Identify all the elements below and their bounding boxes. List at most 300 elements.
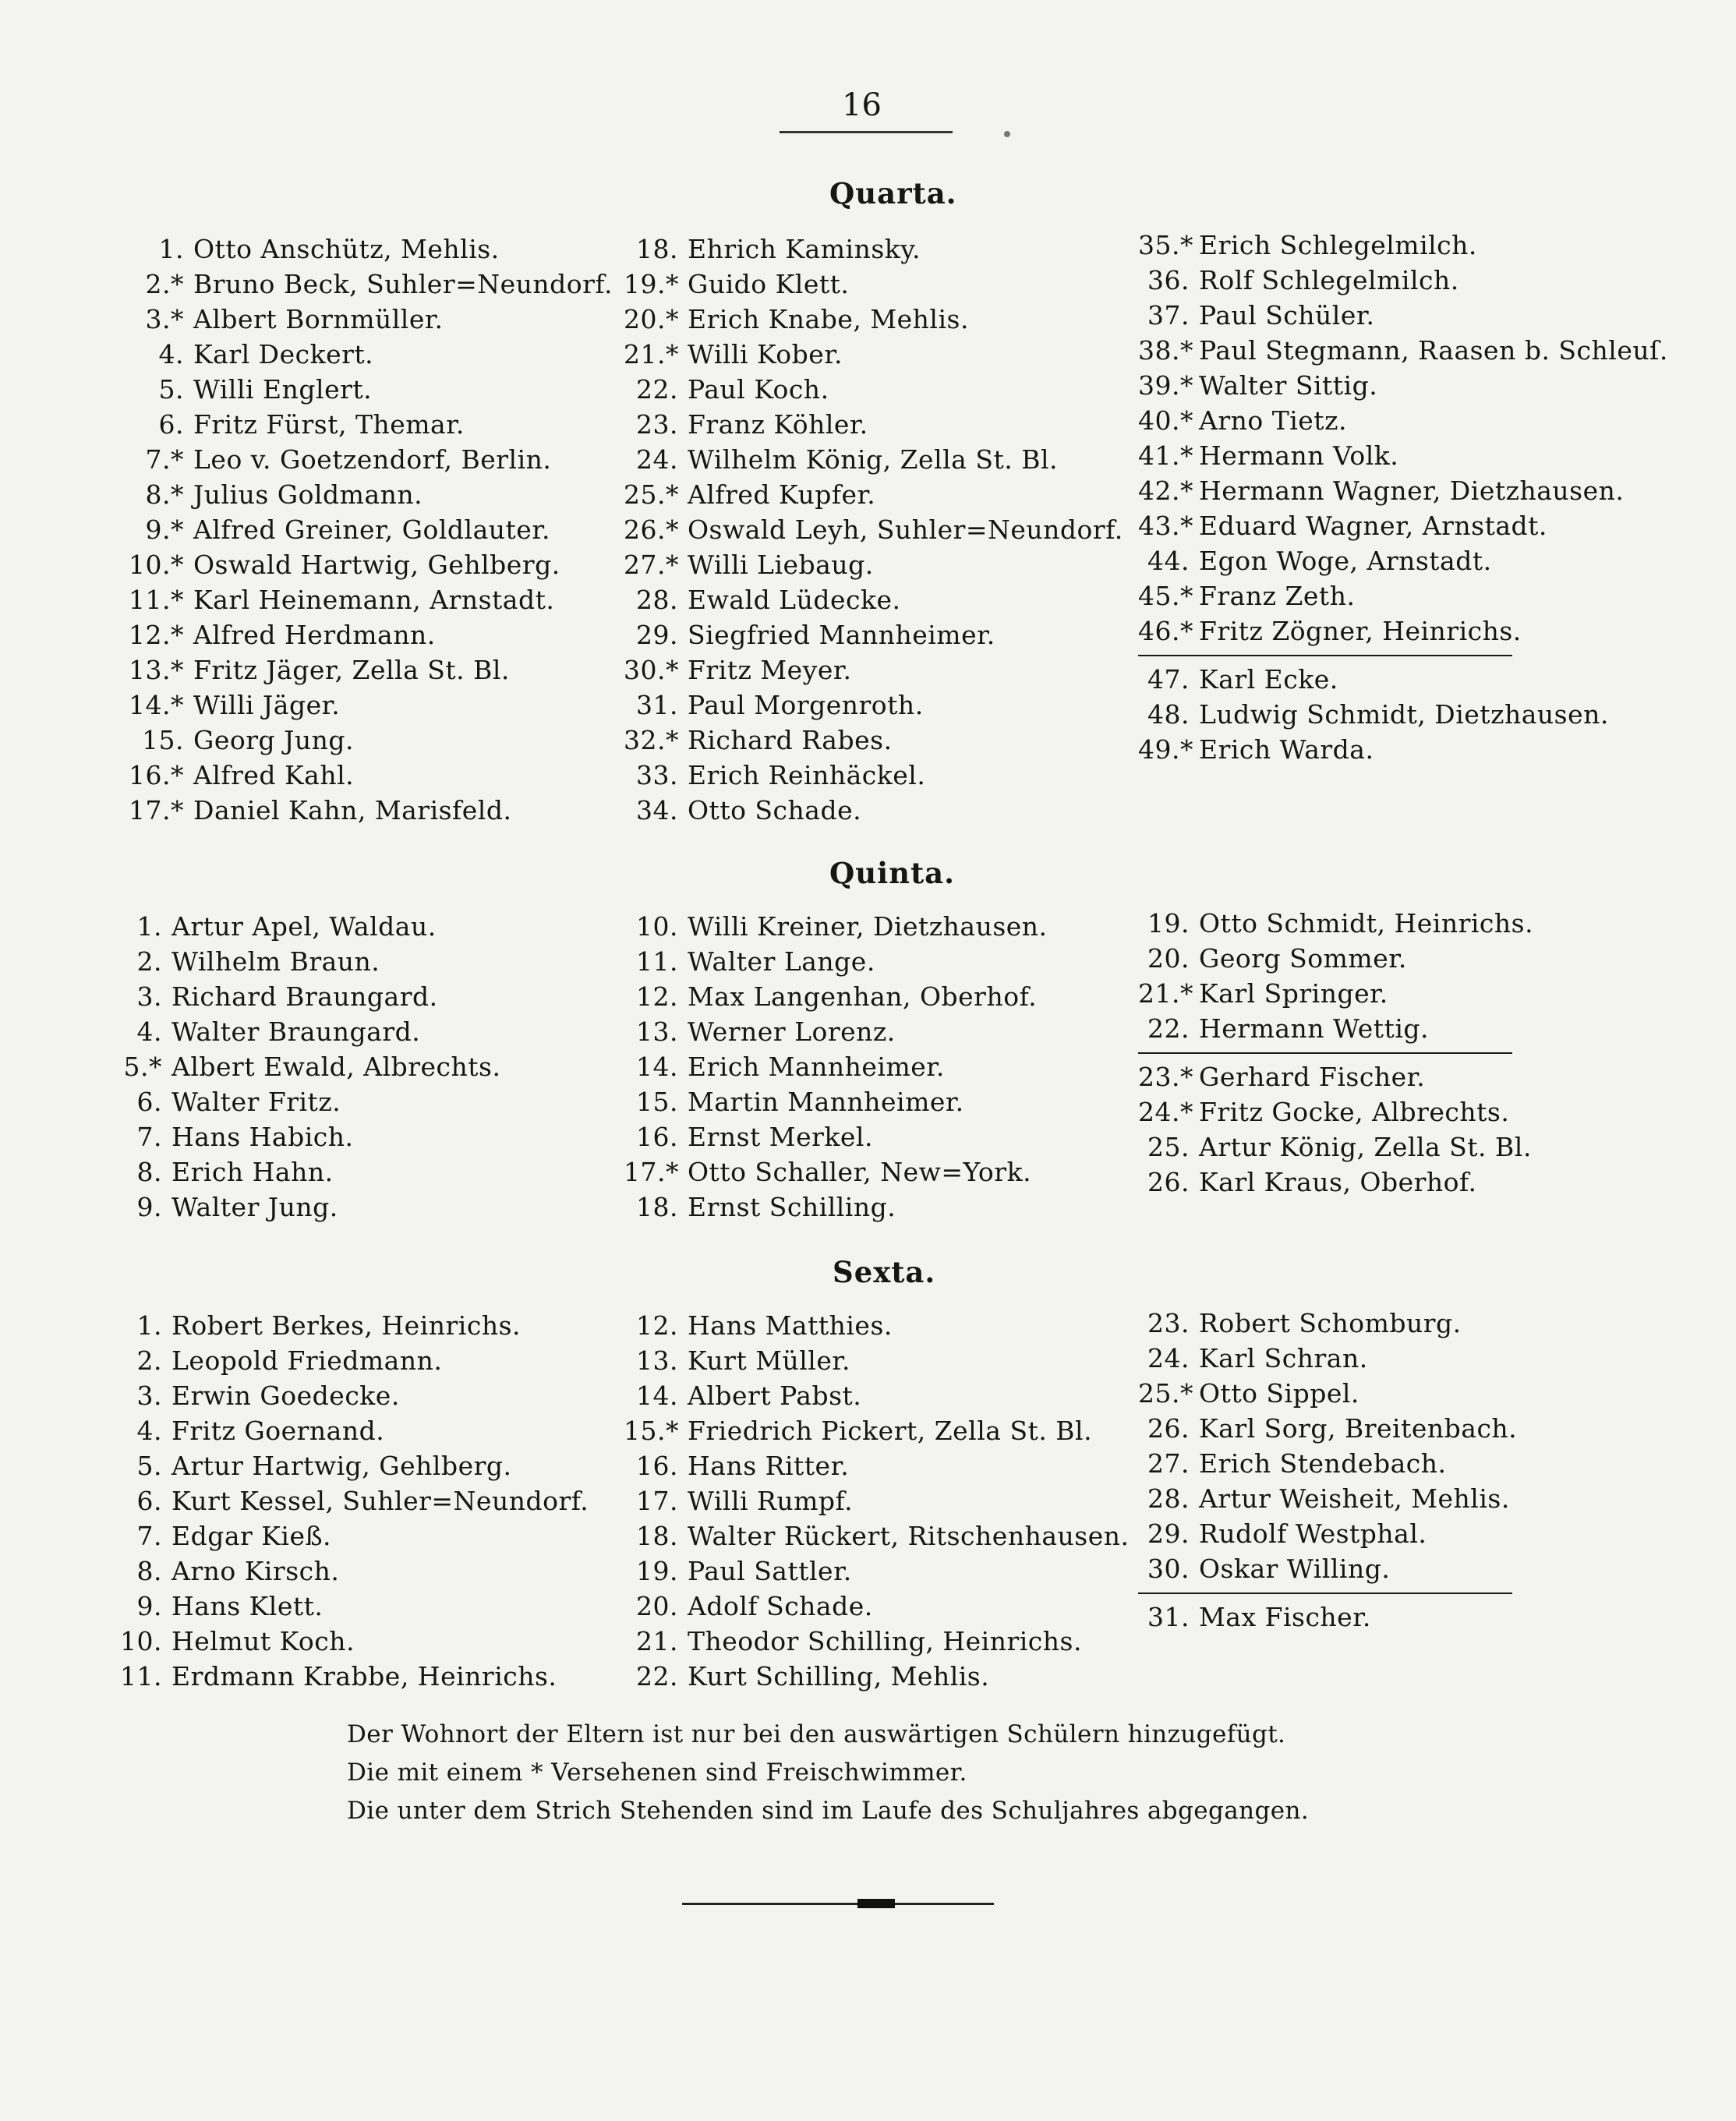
student-name: Hans Ritter. (688, 1451, 850, 1481)
student-name: Hans Klett. (171, 1591, 324, 1621)
list-item (94, 1483, 589, 1518)
departed-divider (1138, 1052, 1512, 1054)
list-item (94, 1084, 500, 1119)
student-name: Otto Anschütz, Mehlis. (193, 234, 500, 264)
list-item (624, 723, 1123, 758)
student-name: Willi Kreiner, Dietzhausen. (688, 911, 1048, 942)
student-name: Erdmann Krabbe, Heinrichs. (171, 1661, 557, 1691)
list-item (94, 1154, 500, 1190)
list-item (624, 372, 1123, 407)
list-item (94, 1308, 589, 1343)
list-item (624, 1308, 1129, 1343)
entry-number: 17.* (129, 795, 184, 825)
entry-number: 4. (158, 339, 184, 369)
entry-number: 12. (636, 1310, 678, 1341)
entry-number: 32.* (624, 725, 679, 755)
entry-number: 2. (136, 1345, 162, 1376)
student-name: Arno Kirsch. (171, 1556, 340, 1586)
entry-number: 21. (636, 1626, 678, 1656)
student-name: Karl Deckert. (193, 339, 374, 369)
list-item (624, 617, 1123, 652)
student-name: Walter Sittig. (1199, 370, 1378, 401)
student-name: Kurt Müller. (688, 1345, 851, 1376)
list-item (1138, 1551, 1517, 1586)
student-name: Oswald Hartwig, Gehlberg. (193, 550, 560, 580)
list-item (115, 758, 613, 793)
entry-number: 34. (636, 795, 678, 825)
entry-number: 41.* (1138, 440, 1193, 471)
list-item (1138, 941, 1533, 976)
entry-number: 7. (136, 1122, 162, 1152)
student-name: Georg Jung. (193, 725, 354, 755)
student-name: Robert Schomburg. (1199, 1308, 1462, 1338)
student-name: Arno Tietz. (1199, 405, 1347, 436)
student-name: Albert Ewald, Albrechts. (171, 1052, 501, 1082)
list-item (624, 442, 1123, 477)
student-name: Artur Apel, Waldau. (171, 911, 437, 942)
entry-number: 18. (636, 1521, 678, 1551)
student-name: Hermann Volk. (1199, 440, 1399, 471)
entry-number: 25.* (1138, 1378, 1193, 1409)
entry-number: 1. (136, 911, 162, 942)
entry-number: 23. (636, 409, 678, 440)
entry-number: 38.* (1138, 335, 1193, 366)
student-name: Friedrich Pickert, Zella St. Bl. (688, 1416, 1093, 1446)
entry-number: 24. (636, 444, 678, 475)
entry-number: 26. (1147, 1413, 1190, 1444)
student-name: Willi Englert. (193, 374, 373, 405)
list-item (1138, 662, 1668, 697)
student-name: Albert Pabst. (688, 1380, 862, 1411)
entry-number: 21.* (624, 339, 679, 369)
student-name: Ludwig Schmidt, Dietzhausen. (1199, 699, 1609, 730)
list-item (624, 1049, 1048, 1084)
list-item (624, 1518, 1129, 1554)
entry-number: 8.* (145, 479, 184, 510)
entry-number: 42.* (1138, 475, 1193, 506)
section-title-sexta: Sexta. (833, 1255, 936, 1289)
student-name: Walter Lange. (688, 946, 875, 977)
student-name: Karl Ecke. (1199, 664, 1338, 695)
entry-number: 35.* (1138, 230, 1193, 260)
list-item (1138, 1059, 1533, 1094)
list-item (1138, 697, 1668, 732)
page-number: 16 (842, 87, 882, 123)
list-item (624, 582, 1123, 617)
entry-number: 10. (636, 911, 678, 942)
entry-number: 21.* (1138, 978, 1193, 1009)
student-name: Walter Braungard. (171, 1016, 421, 1047)
entry-number: 3. (136, 981, 162, 1012)
entry-number: 26.* (624, 514, 679, 545)
student-name: Otto Schade. (688, 795, 862, 825)
student-name: Artur König, Zella St. Bl. (1199, 1132, 1532, 1162)
entry-number: 25.* (624, 479, 679, 510)
entry-number: 22. (636, 1661, 678, 1691)
list-item (115, 793, 613, 828)
list-item (1138, 1165, 1533, 1200)
list-item (94, 1624, 589, 1659)
student-name: Kurt Kessel, Suhler=Neundorf. (171, 1486, 589, 1516)
student-name: Erich Reinhäckel. (688, 760, 926, 790)
list-item (624, 793, 1123, 828)
quinta-column-3 (1138, 906, 1533, 1200)
student-name: Wilhelm König, Zella St. Bl. (688, 444, 1058, 475)
student-name: Karl Sorg, Breitenbach. (1199, 1413, 1518, 1444)
entry-number: 30.* (624, 655, 679, 685)
ink-dot (1004, 131, 1010, 137)
student-name: Otto Schaller, New=York. (688, 1157, 1032, 1187)
list-item (115, 267, 613, 302)
entry-number: 5. (158, 374, 184, 405)
student-name: Erwin Goedecke. (171, 1380, 400, 1411)
student-name: Oswald Leyh, Suhler=Neundorf. (688, 514, 1123, 545)
entry-number: 16. (636, 1451, 678, 1481)
entry-number: 2.* (145, 269, 184, 299)
student-name: Alfred Herdmann. (193, 620, 436, 650)
entry-number: 17. (636, 1486, 678, 1516)
section-title-quinta: Quinta. (829, 856, 956, 890)
list-item (94, 1119, 500, 1154)
student-name: Karl Springer. (1199, 978, 1388, 1009)
entry-number: 10. (120, 1626, 162, 1656)
entry-number: 7.* (145, 444, 184, 475)
entry-number: 9. (136, 1192, 162, 1222)
list-item (624, 688, 1123, 723)
entry-number: 1. (136, 1310, 162, 1341)
list-item (94, 1378, 589, 1413)
list-item (115, 442, 613, 477)
entry-number: 39.* (1138, 370, 1193, 401)
entry-number: 18. (636, 1192, 678, 1222)
list-item (1138, 1411, 1517, 1446)
entry-number: 31. (636, 690, 678, 720)
entry-number: 4. (136, 1016, 162, 1047)
student-name: Otto Sippel. (1199, 1378, 1359, 1409)
student-name: Ewald Lüdecke. (688, 585, 901, 615)
list-item (624, 1378, 1129, 1413)
list-item (624, 909, 1048, 944)
entry-number: 29. (636, 620, 678, 650)
student-name: Daniel Kahn, Marisfeld. (193, 795, 512, 825)
student-name: Rolf Schlegelmilch. (1199, 265, 1459, 295)
student-name: Adolf Schade. (688, 1591, 873, 1621)
entry-number: 9. (136, 1591, 162, 1621)
entry-number: 19. (636, 1556, 678, 1586)
student-name: Hermann Wagner, Dietzhausen. (1199, 475, 1625, 506)
student-name: Erich Schlegelmilch. (1199, 230, 1477, 260)
list-item (94, 1448, 589, 1483)
list-item (1138, 263, 1668, 298)
entry-number: 22. (636, 374, 678, 405)
entry-number: 20. (636, 1591, 678, 1621)
student-name: Erich Mannheimer. (688, 1052, 945, 1082)
end-rule (682, 1903, 994, 1905)
list-item (624, 232, 1123, 267)
list-item (1138, 1481, 1517, 1516)
entry-number: 5. (136, 1451, 162, 1481)
quarta-column-2 (624, 232, 1123, 828)
student-name: Martin Mannheimer. (688, 1087, 964, 1117)
list-item (115, 232, 613, 267)
entry-number: 10.* (129, 550, 184, 580)
entry-number: 15.* (624, 1416, 679, 1446)
entry-number: 20. (1147, 943, 1190, 974)
student-name: Fritz Goernand. (171, 1416, 385, 1446)
list-item (1138, 1446, 1517, 1481)
list-item (1138, 1094, 1533, 1129)
list-item (94, 1190, 500, 1225)
list-item (115, 723, 613, 758)
student-name: Georg Sommer. (1199, 943, 1407, 974)
student-name: Artur Hartwig, Gehlberg. (171, 1451, 512, 1481)
list-item (115, 477, 613, 512)
entry-number: 8. (136, 1556, 162, 1586)
student-name: Guido Klett. (688, 269, 850, 299)
entry-number: 15. (142, 725, 184, 755)
student-name: Rudolf Westphal. (1199, 1518, 1427, 1549)
student-name: Gerhard Fischer. (1199, 1062, 1426, 1092)
entry-number: 25. (1147, 1132, 1190, 1162)
list-item (1138, 543, 1668, 578)
student-name: Leo v. Goetzendorf, Berlin. (193, 444, 552, 475)
list-item (1138, 906, 1533, 941)
entry-number: 40.* (1138, 405, 1193, 436)
entry-number: 13. (636, 1345, 678, 1376)
student-name: Leopold Friedmann. (171, 1345, 443, 1376)
entry-number: 14. (636, 1380, 678, 1411)
footnotes (347, 1716, 1309, 1830)
list-item (624, 652, 1123, 688)
entry-number: 46.* (1138, 616, 1193, 646)
entry-number: 36. (1147, 265, 1190, 295)
entry-number: 3.* (145, 304, 184, 334)
list-item (624, 1190, 1048, 1225)
entry-number: 28. (636, 585, 678, 615)
list-item (1138, 613, 1668, 649)
student-name: Fritz Meyer. (688, 655, 852, 685)
list-item (1138, 1341, 1517, 1376)
sexta-column-2 (624, 1308, 1129, 1694)
list-item (624, 407, 1123, 442)
student-name: Fritz Zögner, Heinrichs. (1199, 616, 1522, 646)
student-name: Karl Schran. (1199, 1343, 1368, 1373)
entry-number: 26. (1147, 1167, 1190, 1197)
list-item (115, 302, 613, 337)
entry-number: 24. (1147, 1343, 1190, 1373)
entry-number: 11. (120, 1661, 162, 1691)
list-item (624, 477, 1123, 512)
list-item (115, 512, 613, 547)
list-item (94, 979, 500, 1014)
entry-number: 19. (1147, 908, 1190, 939)
entry-number: 27. (1147, 1448, 1190, 1479)
list-item (1138, 732, 1668, 767)
list-item (94, 944, 500, 979)
list-item (115, 547, 613, 582)
entry-number: 14.* (129, 690, 184, 720)
student-name: Alfred Kahl. (193, 760, 355, 790)
quarta-column-1 (115, 232, 613, 828)
entry-number: 47. (1147, 664, 1190, 695)
entry-number: 13. (636, 1016, 678, 1047)
student-name: Edgar Kieß. (171, 1521, 332, 1551)
list-item (115, 337, 613, 372)
entry-number: 31. (1147, 1602, 1190, 1632)
student-name: Paul Koch. (688, 374, 829, 405)
page-number-rule (780, 131, 953, 133)
list-item (1138, 1306, 1517, 1341)
entry-number: 24.* (1138, 1097, 1193, 1127)
student-name: Fritz Jäger, Zella St. Bl. (193, 655, 510, 685)
list-item (1138, 368, 1668, 403)
list-item (115, 582, 613, 617)
entry-number: 16. (636, 1122, 678, 1152)
list-item (1138, 298, 1668, 333)
entry-number: 37. (1147, 300, 1190, 331)
student-name: Oskar Willing. (1199, 1554, 1391, 1584)
list-item (94, 1343, 589, 1378)
entry-number: 17.* (624, 1157, 679, 1187)
departed-divider (1138, 1593, 1512, 1594)
list-item (624, 337, 1123, 372)
list-item (624, 979, 1048, 1014)
entry-number: 30. (1147, 1554, 1190, 1584)
student-name: Ernst Merkel. (688, 1122, 873, 1152)
student-name: Walter Jung. (171, 1192, 338, 1222)
departed-divider (1138, 655, 1512, 656)
list-item (1138, 976, 1533, 1011)
entry-number: 13.* (129, 655, 184, 685)
list-item (115, 652, 613, 688)
list-item (1138, 403, 1668, 438)
list-item (94, 1659, 589, 1694)
section-title-quarta: Quarta. (829, 176, 957, 210)
list-item (1138, 473, 1668, 508)
footnote-departed: Die unter dem Strich Stehenden sind im Laufe des Schuljahres abgegangen. (347, 1797, 1310, 1825)
list-item (115, 617, 613, 652)
list-item (1138, 1600, 1517, 1635)
student-name: Willi Liebaug. (688, 550, 874, 580)
entry-number: 19.* (624, 269, 679, 299)
entry-number: 6. (136, 1486, 162, 1516)
quarta-column-3 (1138, 228, 1668, 767)
footnote-residence: Der Wohnort der Eltern ist nur bei den auswärtigen Schülern hinzugefügt. (347, 1720, 1286, 1748)
entry-number: 5.* (123, 1052, 162, 1082)
list-item (1138, 333, 1668, 368)
list-item (624, 1483, 1129, 1518)
entry-number: 48. (1147, 699, 1190, 730)
entry-number: 12. (636, 981, 678, 1012)
entry-number: 33. (636, 760, 678, 790)
student-name: Karl Heinemann, Arnstadt. (193, 585, 555, 615)
student-name: Wilhelm Braun. (171, 946, 380, 977)
student-name: Alfred Greiner, Goldlauter. (193, 514, 550, 545)
list-item (94, 1518, 589, 1554)
entry-number: 44. (1147, 546, 1190, 576)
entry-number: 12.* (129, 620, 184, 650)
student-name: Willi Rumpf. (688, 1486, 854, 1516)
student-name: Egon Woge, Arnstadt. (1199, 546, 1492, 576)
entry-number: 18. (636, 234, 678, 264)
student-name: Ernst Schilling. (688, 1192, 896, 1222)
list-item (624, 1554, 1129, 1589)
entry-number: 22. (1147, 1013, 1190, 1044)
student-name: Artur Weisheit, Mehlis. (1199, 1483, 1510, 1514)
list-item (115, 688, 613, 723)
student-name: Werner Lorenz. (688, 1016, 896, 1047)
list-item (1138, 508, 1668, 543)
student-name: Robert Berkes, Heinrichs. (171, 1310, 521, 1341)
list-item (1138, 578, 1668, 613)
quinta-column-1 (94, 909, 500, 1225)
list-item (94, 909, 500, 944)
entry-number: 3. (136, 1380, 162, 1411)
list-item (1138, 1129, 1533, 1165)
list-item (94, 1589, 589, 1624)
entry-number: 9.* (145, 514, 184, 545)
list-item (94, 1049, 500, 1084)
list-item (624, 302, 1123, 337)
entry-number: 23. (1147, 1308, 1190, 1338)
list-item (94, 1413, 589, 1448)
student-name: Theodor Schilling, Heinrichs. (688, 1626, 1082, 1656)
entry-number: 16.* (129, 760, 184, 790)
entry-number: 14. (636, 1052, 678, 1082)
list-item (624, 1589, 1129, 1624)
footnote-swimmers: Die mit einem * Versehenen sind Freischwimmer. (347, 1759, 967, 1787)
entry-number: 27.* (624, 550, 679, 580)
quinta-column-2 (624, 909, 1048, 1225)
list-item (94, 1554, 589, 1589)
list-item (1138, 228, 1668, 263)
student-name: Hans Matthies. (688, 1310, 893, 1341)
entry-number: 43.* (1138, 511, 1193, 541)
sexta-column-3 (1138, 1306, 1517, 1635)
list-item (624, 1448, 1129, 1483)
entry-number: 11. (636, 946, 678, 977)
list-item (624, 267, 1123, 302)
student-name: Otto Schmidt, Heinrichs. (1199, 908, 1534, 939)
list-item (624, 1624, 1129, 1659)
student-name: Ehrich Kaminsky. (688, 234, 921, 264)
list-item (624, 758, 1123, 793)
entry-number: 4. (136, 1416, 162, 1446)
student-name: Richard Rabes. (688, 725, 893, 755)
list-item (1138, 1516, 1517, 1551)
student-name: Richard Braungard. (171, 981, 438, 1012)
list-item (1138, 438, 1668, 473)
entry-number: 6. (158, 409, 184, 440)
sexta-column-1 (94, 1308, 589, 1694)
student-name: Hermann Wettig. (1199, 1013, 1429, 1044)
student-name: Helmut Koch. (171, 1626, 355, 1656)
student-name: Erich Hahn. (171, 1157, 334, 1187)
student-name: Fritz Gocke, Albrechts. (1199, 1097, 1510, 1127)
student-name: Bruno Beck, Suhler=Neundorf. (193, 269, 613, 299)
student-name: Walter Fritz. (171, 1087, 341, 1117)
list-item (115, 407, 613, 442)
student-name: Paul Stegmann, Raasen b. Schleuſ. (1199, 335, 1668, 366)
student-name: Max Fischer. (1199, 1602, 1371, 1632)
student-name: Franz Köhler. (688, 409, 868, 440)
list-item (624, 1014, 1048, 1049)
student-name: Paul Sattler. (688, 1556, 852, 1586)
list-item (624, 944, 1048, 979)
student-name: Fritz Fürst, Themar. (193, 409, 465, 440)
list-item (624, 1659, 1129, 1694)
entry-number: 28. (1147, 1483, 1190, 1514)
